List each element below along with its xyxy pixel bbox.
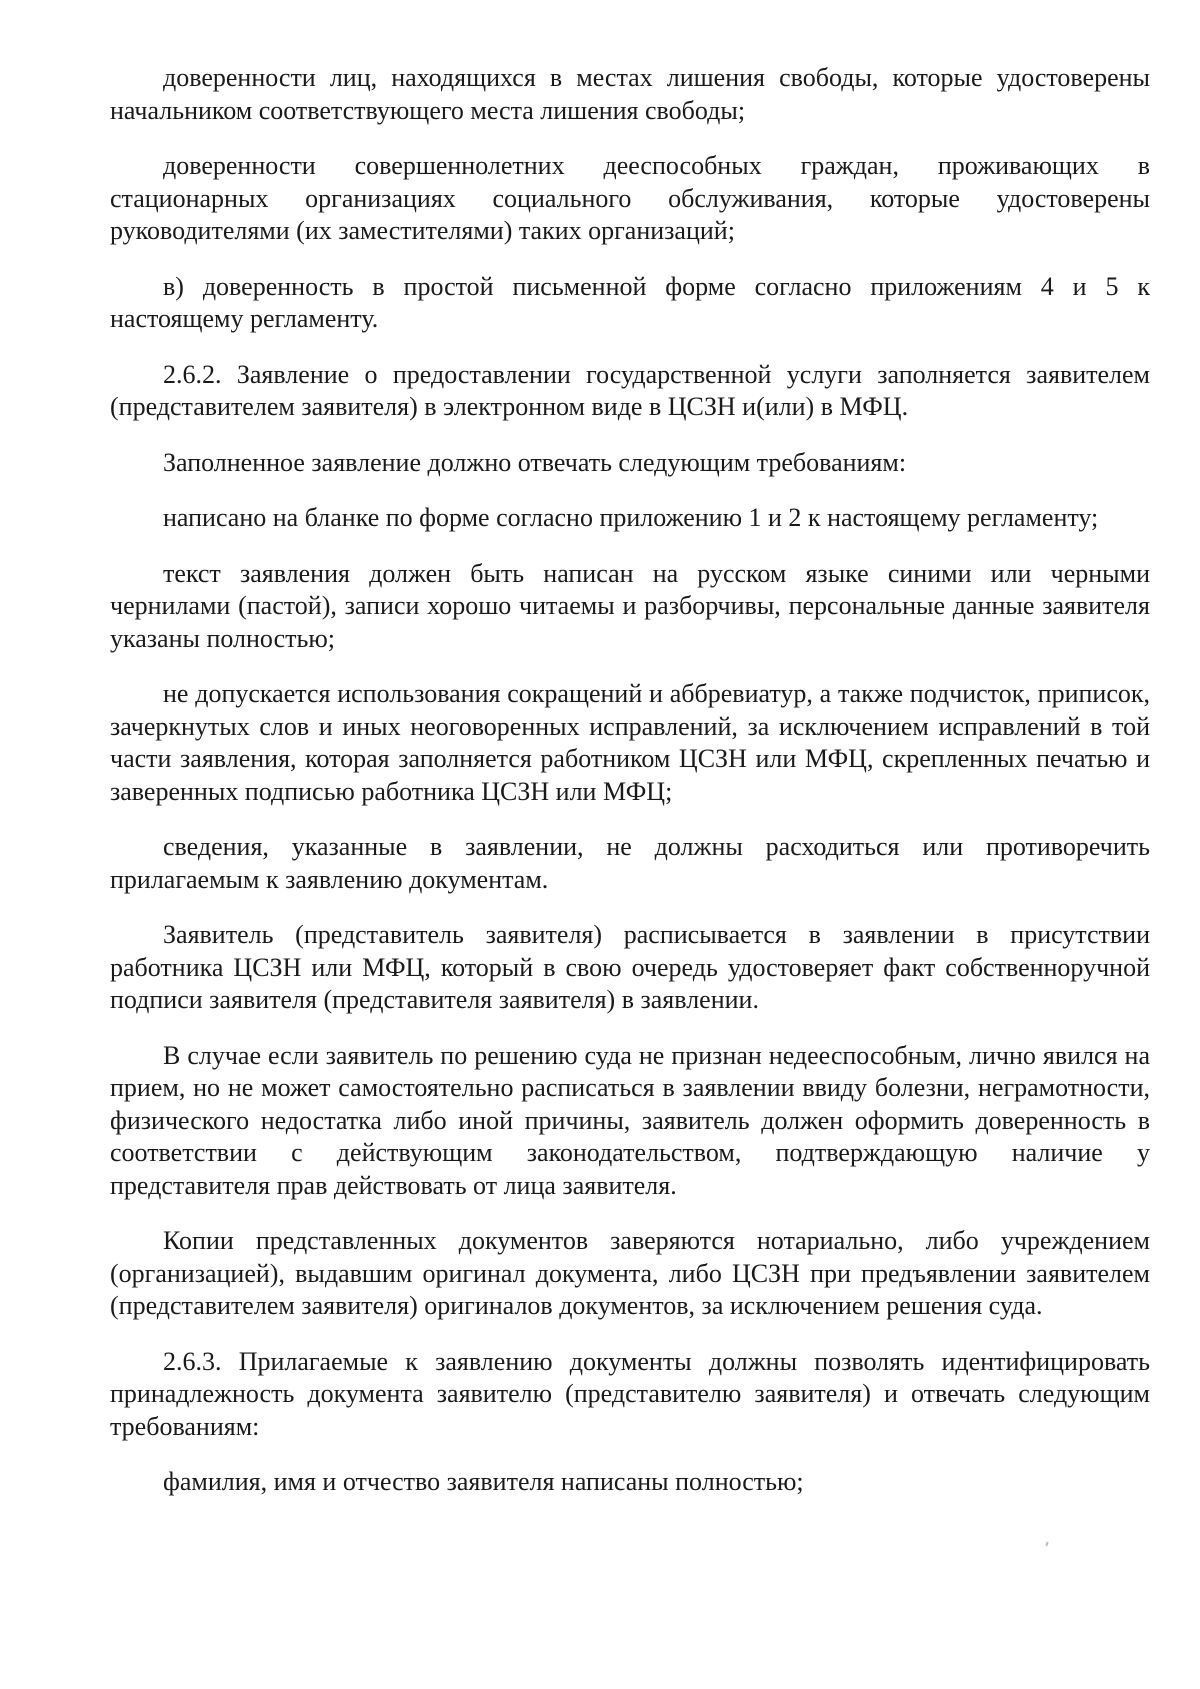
- paragraph-full-name: фамилия, имя и отчество заявителя написаны полностью;: [163, 1467, 804, 1496]
- paragraph-consistency: сведения, указанные в заявлении, не должны расходиться или противоречить прилагаемым к заявлению документам.: [110, 832, 1150, 894]
- scan-speck: [1045, 1542, 1048, 1546]
- paragraph-signature: Заявитель (представитель заявителя) расписывается в заявлении в присутствии работника ЦСЗН или МФЦ, который в свою очередь удостоверяет факт собственноручной подписи заявителя (представителя заявителя) в заявлении.: [110, 920, 1150, 1014]
- paragraph-requirements-intro: Заполненное заявление должно отвечать следующим требованиям:: [163, 447, 907, 477]
- paragraph-copies-certified: Копии представленных документов заверяются нотариально, либо учреждением (организацией), выдавшим оригинал документа, либо ЦСЗН при предъявлении заявителем (представителем заявителя) оригиналов документов, за исключением решения суда.: [110, 1226, 1150, 1320]
- paragraph-simple-written-power: в) доверенность в простой письменной форме согласно приложениям 4 и 5 к настоящему регламенту.: [110, 271, 1150, 333]
- paragraph-prisoner-powers: доверенности лиц, находящихся в местах лишения свободы, которые удостоверены начальником соответствующего места лишения свободы;: [110, 63, 1150, 125]
- paragraph-no-abbreviations: не допускается использования сокращений и аббревиатур, а также подчисток, приписок, зачеркнутых слов и иных неоговоренных исправлений, за исключением исправлений в той части заявления, которая заполняется работником ЦСЗН или МФЦ, скрепленных печатью и заверенных подписью работника ЦСЗН или МФЦ;: [110, 679, 1150, 806]
- paragraph-unable-to-sign: В случае если заявитель по решению суда не признан недееспособным, лично явился на прием, но не может самостоятельно расписаться в заявлении ввиду болезни, неграмотности, физического недостатка либо иной причины, заявитель должен оформить доверенность в соответствии с действующим законодательством, подтверждающую наличие у представителя прав действовать от лица заявителя.: [110, 1040, 1150, 1200]
- paragraph-2-6-3: 2.6.3. Прилагаемые к заявлению документы должны позволять идентифицировать принадлежность документа заявителю (представителю заявителя) и отвечать следующим требованиям:: [110, 1346, 1150, 1441]
- paragraph-ink-requirements: текст заявления должен быть написан на русском языке синими или черными чернилами (пастой), записи хорошо читаемы и разборчивы, персональные данные заявителя указаны полностью;: [110, 558, 1150, 653]
- document-page: [110, 62, 1150, 1522]
- paragraph-care-home-powers: доверенности совершеннолетних дееспособных граждан, проживающих в стационарных организациях социального обслуживания, которые удостоверены руководителями (их заместителями) таких организаций;: [110, 151, 1150, 245]
- paragraph-2-6-2: 2.6.2. Заявление о предоставлении государственной услуги заполняется заявителем (представителем заявителя) в электронном виде в ЦСЗН и(или) в МФЦ.: [110, 359, 1150, 421]
- paragraph-form-blank: написано на бланке по форме согласно приложению 1 и 2 к настоящему регламенту;: [163, 503, 1099, 532]
